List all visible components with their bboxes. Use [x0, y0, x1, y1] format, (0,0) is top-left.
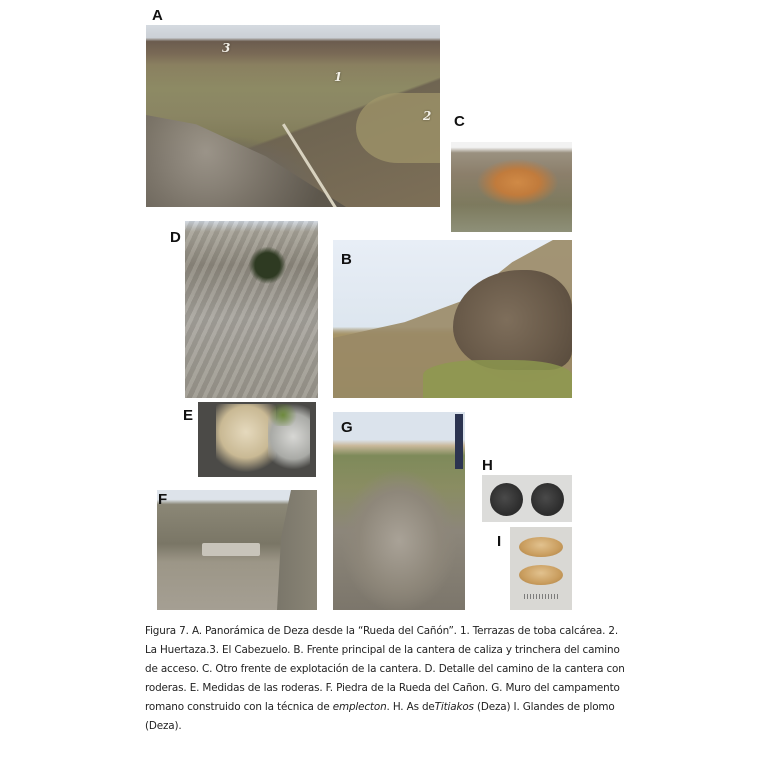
photo-panel-g-roman-wall	[333, 412, 465, 610]
caption-line: roderas. E. Medidas de las roderas. F. Piedra de la Rueda del Cañon. G. Muro del campamento	[145, 682, 620, 694]
caption-text: (Deza) I. Glandes de plomo	[473, 701, 615, 713]
marker-2: 2	[423, 109, 432, 123]
cliff	[277, 490, 317, 610]
marker-3: 3	[222, 41, 231, 55]
quarry-rock	[453, 270, 572, 370]
caption-line: La Huertaza.3. El Cabezuelo. B. Frente principal de la cantera de caliza y trinchera del camino	[145, 644, 620, 656]
panel-label-d: D	[170, 229, 181, 246]
panel-label-h: H	[482, 457, 493, 474]
stone-slab	[202, 543, 260, 556]
photo-panel-i-sling-bullets	[510, 527, 572, 610]
photo-panel-c-quarry-face	[451, 142, 572, 232]
caption-line: de acceso. C. Otro frente de explotación de la cantera. D. Detalle del camino de la cantera con	[145, 663, 625, 675]
caption-italic-term: Titiakos	[434, 701, 474, 713]
panel-label-b: B	[341, 251, 352, 268]
grass	[423, 360, 572, 398]
vegetation	[268, 404, 298, 426]
scan-texture	[216, 404, 276, 474]
panel-label-f: F	[158, 491, 168, 508]
figure-caption	[145, 622, 625, 736]
photo-panel-f-wheel-stone	[157, 490, 317, 610]
coin-obverse	[490, 483, 523, 516]
panel-label-i: I	[497, 533, 502, 550]
photo-panel-h-coins	[482, 475, 572, 522]
caption-text: . H. As de	[386, 701, 435, 713]
coin-reverse	[531, 483, 564, 516]
caption-text: romano construido con la técnica de	[145, 701, 333, 713]
rock-foreground	[146, 115, 346, 207]
scale-bar	[524, 594, 558, 599]
photo-panel-e-rut-measurements	[198, 402, 316, 477]
panel-label-c: C	[454, 113, 465, 130]
caption-line	[145, 698, 615, 717]
caption-line: (Deza).	[145, 720, 182, 732]
field-shape	[356, 93, 440, 163]
panel-label-a: A	[152, 7, 163, 24]
lead-glans	[519, 565, 563, 585]
caption-line: Figura 7. A. Panorámica de Deza desde la “Rueda del Cañón”. 1. Terrazas de toba calcárea. 2.	[145, 625, 618, 637]
photo-panel-b-main-quarry	[333, 240, 572, 398]
caption-italic-term: emplecton	[332, 701, 387, 713]
photo-panel-d-road-ruts	[185, 221, 318, 398]
lead-glans	[519, 537, 563, 557]
person-leg	[455, 414, 463, 469]
photo-panel-a-panorama	[146, 25, 440, 207]
marker-1: 1	[334, 70, 343, 84]
panel-label-g: G	[341, 419, 353, 436]
panel-label-e: E	[183, 407, 194, 424]
